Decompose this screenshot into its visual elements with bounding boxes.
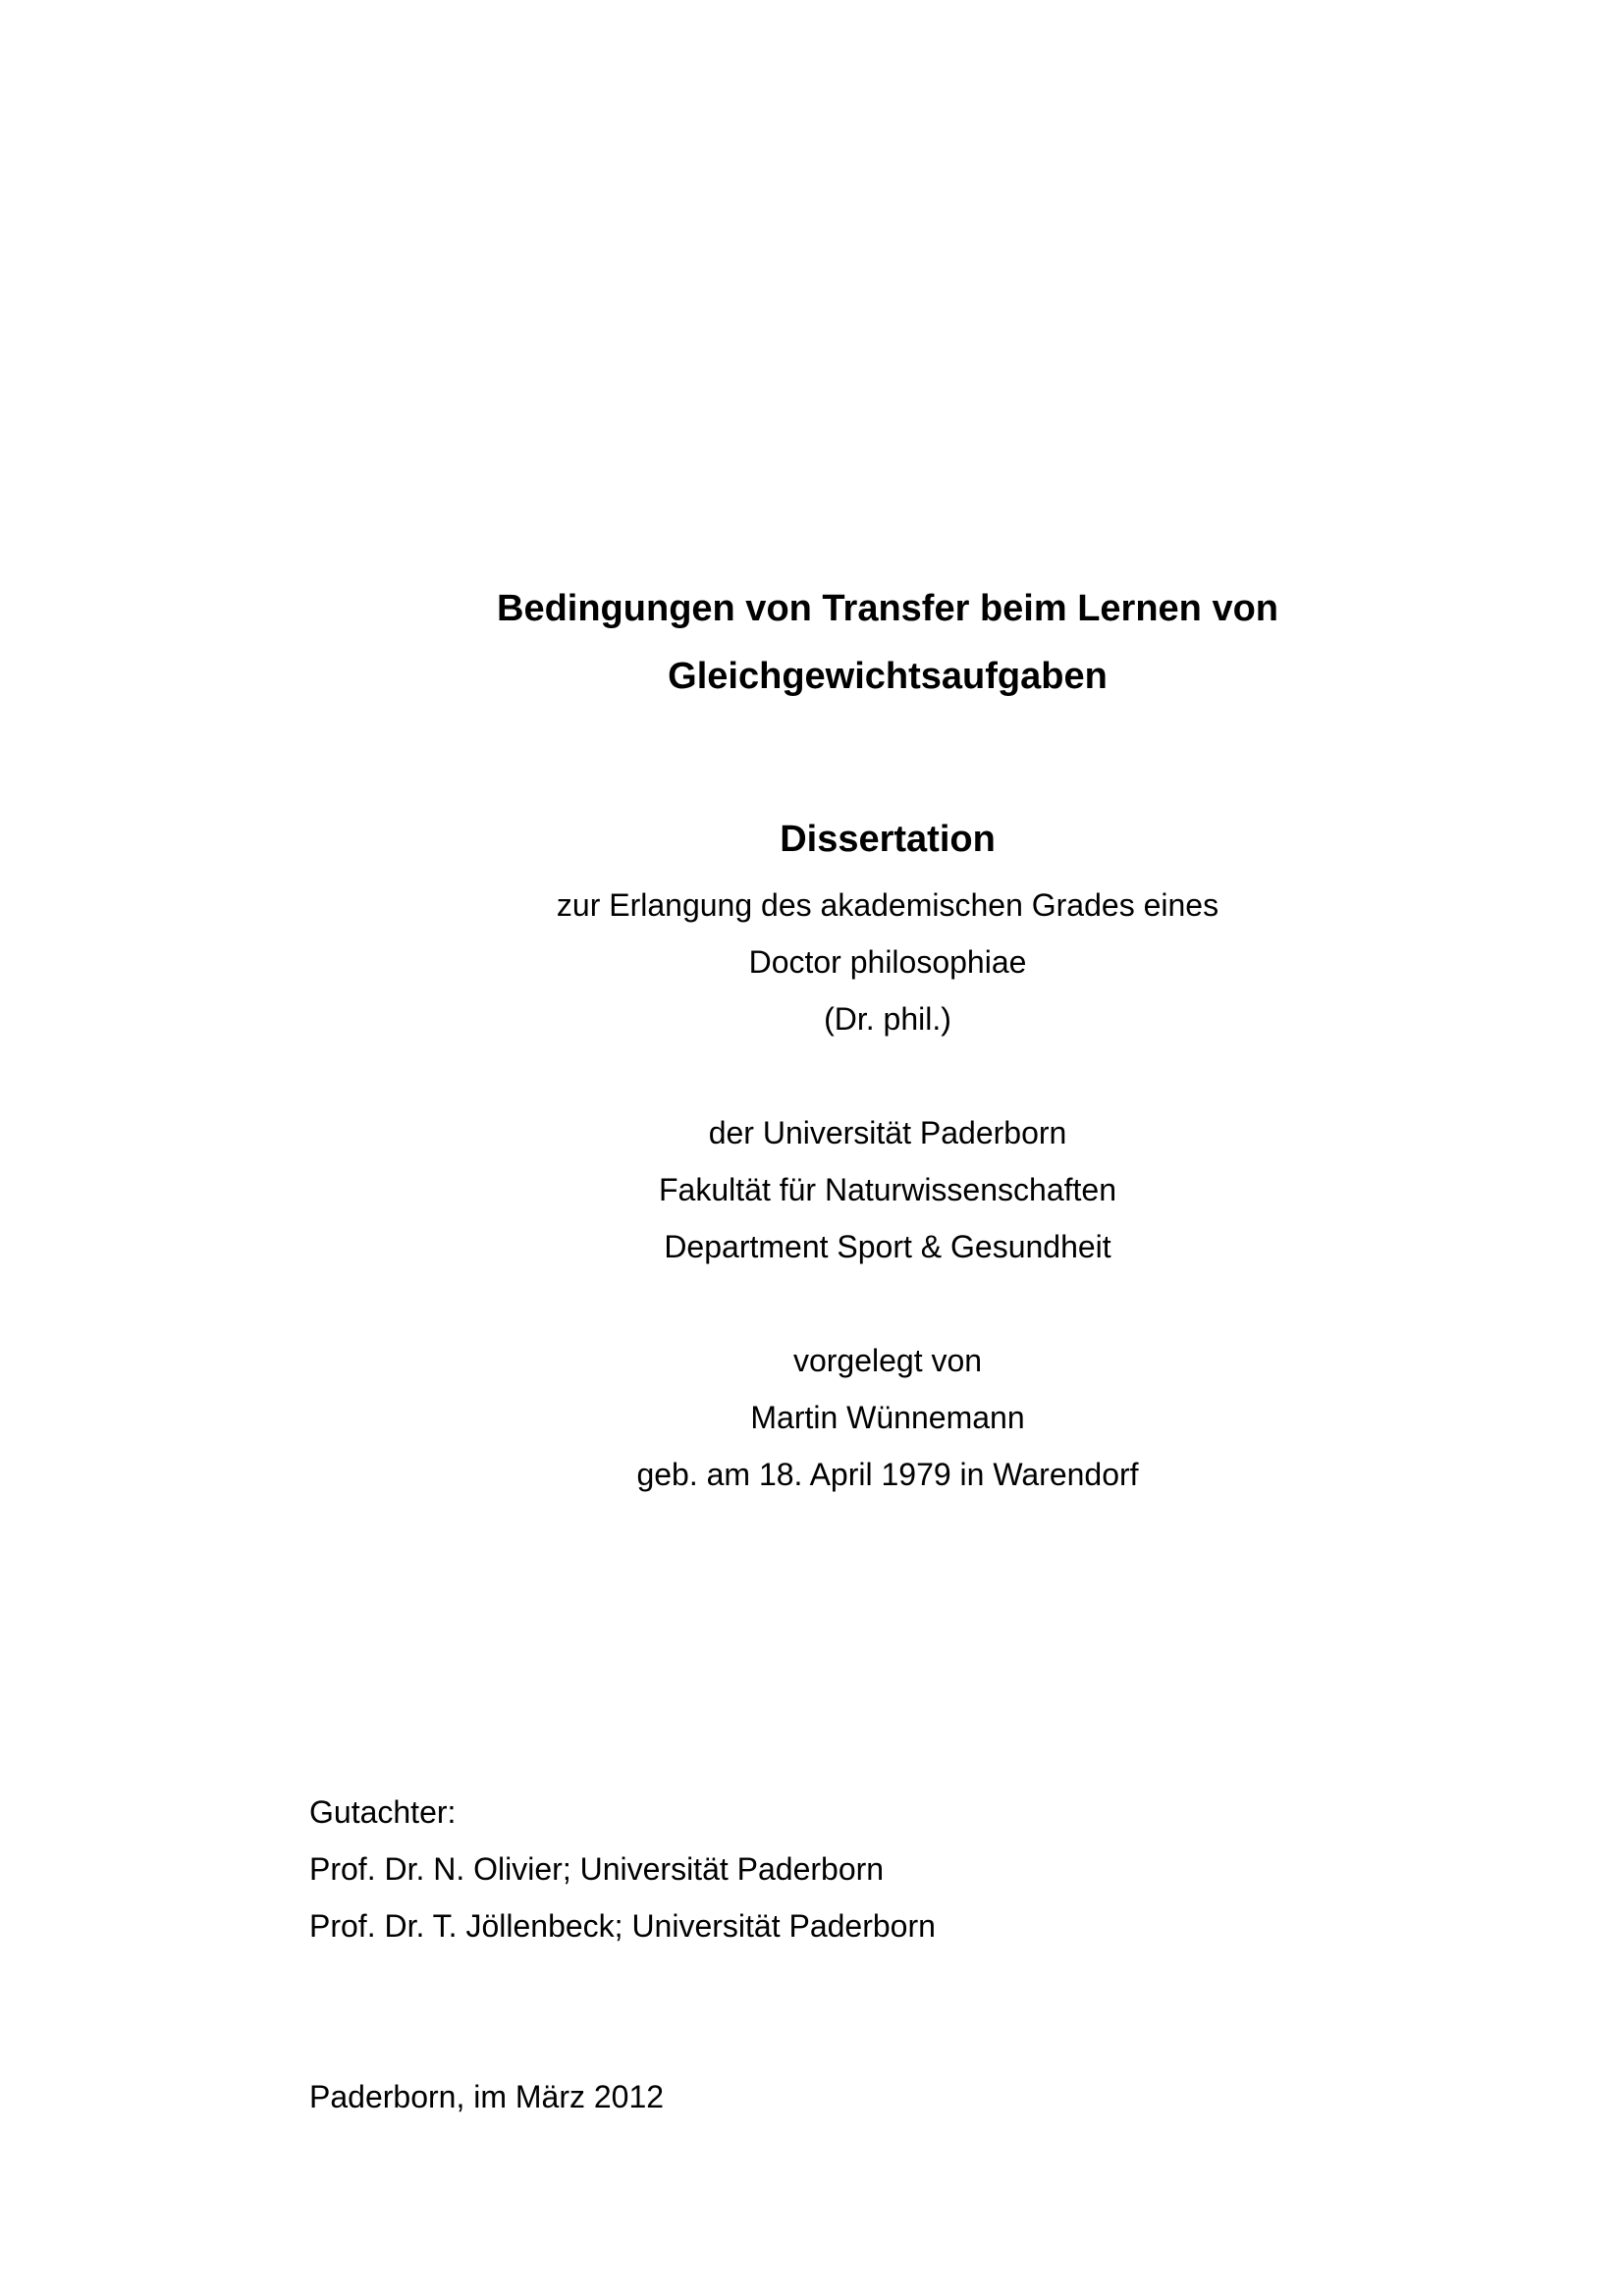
dissertation-heading: Dissertation [780, 819, 996, 860]
place-date: Paderborn, im März 2012 [309, 2079, 665, 2114]
reviewers-label: Gutachter: [309, 1794, 457, 1830]
degree-line-1: zur Erlangung des akademischen Grades eines [556, 887, 1219, 923]
thesis-title-line-1: Bedingungen von Transfer beim Lernen von [497, 588, 1278, 629]
author-name: Martin Wünnemann [750, 1400, 1025, 1435]
author-birth-info: geb. am 18. April 1979 in Warendorf [636, 1457, 1139, 1492]
degree-line-2: Doctor philosophiae [748, 944, 1027, 980]
reviewer-1: Prof. Dr. N. Olivier; Universität Paderborn [309, 1851, 885, 1887]
institution-line-3: Department Sport & Gesundheit [664, 1229, 1111, 1264]
institution-line-1: der Universität Paderborn [708, 1115, 1067, 1150]
reviewer-2: Prof. Dr. T. Jöllenbeck; Universität Paderborn [309, 1908, 936, 1944]
thesis-title-line-2: Gleichgewichtsaufgaben [668, 656, 1108, 697]
institution-line-2: Fakultät für Naturwissenschaften [659, 1172, 1116, 1207]
submitted-by-label: vorgelegt von [792, 1343, 983, 1378]
degree-line-3: (Dr. phil.) [824, 1001, 951, 1037]
